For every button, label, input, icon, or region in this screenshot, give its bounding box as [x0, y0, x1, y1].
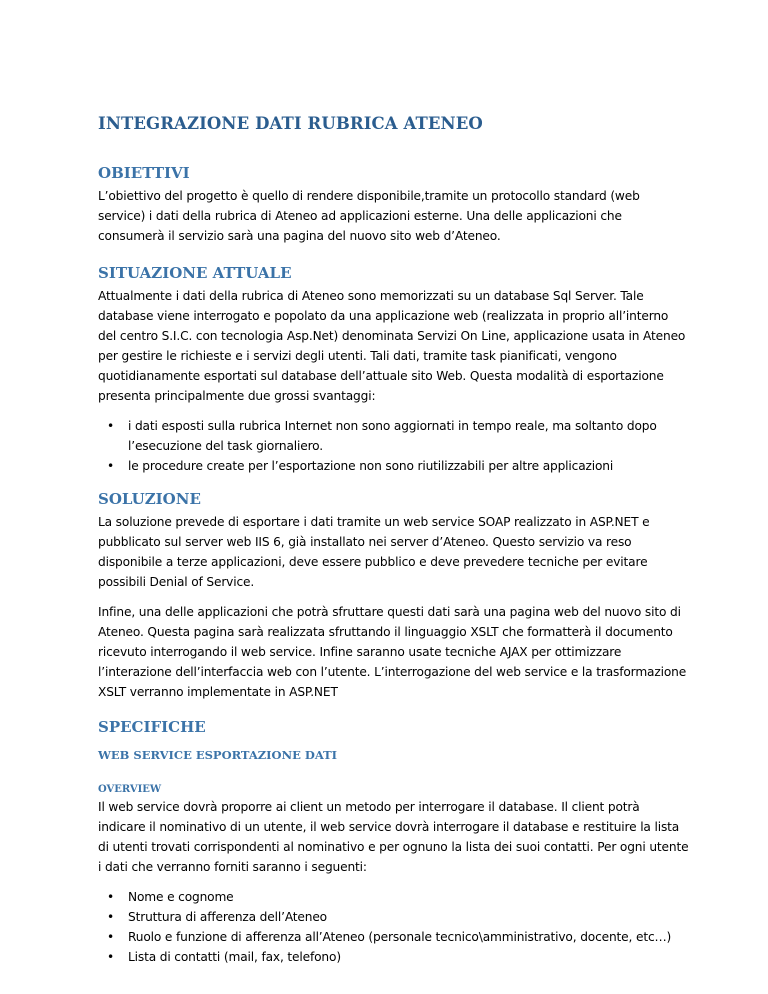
- subsection-heading-web-service: WEB SERVICE ESPORTAZIONE DATI: [98, 748, 338, 762]
- list-item-text: Struttura di afferenza dell’Ateneo: [128, 910, 327, 924]
- list-item-text: Nome e cognome: [128, 890, 234, 904]
- section-heading-specifiche: SPECIFICHE: [98, 718, 206, 736]
- document-title: INTEGRAZIONE DATI RUBRICA ATENEO: [98, 114, 483, 133]
- section-specifiche: [98, 717, 690, 967]
- list-item-text: Lista di contatti (mail, fax, telefono): [128, 950, 341, 964]
- section-heading-obiettivi: OBIETTIVI: [98, 164, 190, 182]
- list-item-text: i dati esposti sulla rubrica Internet non sono aggiornati in tempo reale, ma soltanto dopo l’esecuzione del task giornaliero.: [128, 419, 657, 453]
- soluzione-paragraph-2: Infine, una delle applicazioni che potrà sfruttare questi dati sarà una pagina web del nuovo sito di Ateneo. Questa pagina sarà realizzata sfruttando il linguaggio XSLT che formatterà il documento ricevuto interrogando il web service. Infine saranno usate tecniche AJAX per ottimizzare l’interazione dell’interfaccia web con l’utente. L’interrogazione del web service e la trasformazione XSLT verranno implementate in ASP.NET: [98, 605, 687, 699]
- soluzione-paragraph-1: La soluzione prevede di esportare i dati tramite un web service SOAP realizzato in ASP.NET e pubblicato sul server web IIS 6, già installato nei server d’Ateneo. Questo servizio va reso disponibile a terze applicazioni, deve essere pubblico e deve prevedere tecniche per evitare possibili Denial of Service.: [98, 515, 650, 589]
- section-heading-situazione-attuale: SITUAZIONE ATTUALE: [98, 264, 292, 282]
- section-obiettivi: [98, 163, 690, 246]
- section-soluzione: [98, 489, 690, 702]
- list-item: [107, 947, 690, 967]
- section-situazione-attuale: [98, 263, 690, 476]
- list-item: [107, 927, 690, 947]
- document-body: [98, 163, 690, 967]
- obiettivi-paragraph: L’obiettivo del progetto è quello di rendere disponibile,tramite un protocollo standard (web service) i dati della rubrica di Ateneo ad applicazioni esterne. Una delle applicazioni che consumerà il servizio sarà una pagina del nuovo sito web d’Ateneo.: [98, 189, 640, 243]
- situazione-paragraph: Attualmente i dati della rubrica di Ateneo sono memorizzati su un database Sql Server. Tale database viene interrogato e popolato da una applicazione web (realizzata in proprio all’interno del centro S.I.C. con tecnologia Asp.Net) denominata Servizi On Line, applicazione usata in Ateneo per gestire le richieste e i servizi degli utenti. Tali dati, tramite task pianificati, vengono quotidianamente esportati sul database dell’attuale sito Web. Questa modalità di esportazione presenta principalmente due grossi svantaggi:: [98, 289, 686, 403]
- bullet-icon: •: [107, 950, 115, 964]
- list-item-text: Ruolo e funzione di afferenza all’Ateneo (personale tecnico\amministrativo, docente, etc…): [128, 930, 672, 944]
- bullet-icon: •: [107, 459, 115, 473]
- list-item: [107, 887, 690, 907]
- list-item: [107, 907, 690, 927]
- list-item: [107, 456, 690, 476]
- overview-paragraph: Il web service dovrà proporre ai client un metodo per interrogare il database. Il client potrà indicare il nominativo di un utente, il web service dovrà interrogare il database e restituire la lista di utenti trovati corrispondenti al nominativo e per ognuno la lista dei suoi contatti. Per ogni utente i dati che verranno forniti saranno i seguenti:: [98, 800, 689, 874]
- bullet-icon: •: [107, 910, 115, 924]
- situazione-bullet-list: [98, 416, 690, 476]
- list-item-text: le procedure create per l’esportazione non sono riutilizzabili per altre applicazioni: [128, 459, 614, 473]
- list-item: [107, 416, 690, 456]
- overview-heading: OVERVIEW: [98, 784, 162, 795]
- bullet-icon: •: [107, 890, 115, 904]
- section-heading-soluzione: SOLUZIONE: [98, 490, 201, 508]
- bullet-icon: •: [107, 419, 115, 433]
- bullet-icon: •: [107, 930, 115, 944]
- specifiche-bullet-list: [98, 887, 690, 967]
